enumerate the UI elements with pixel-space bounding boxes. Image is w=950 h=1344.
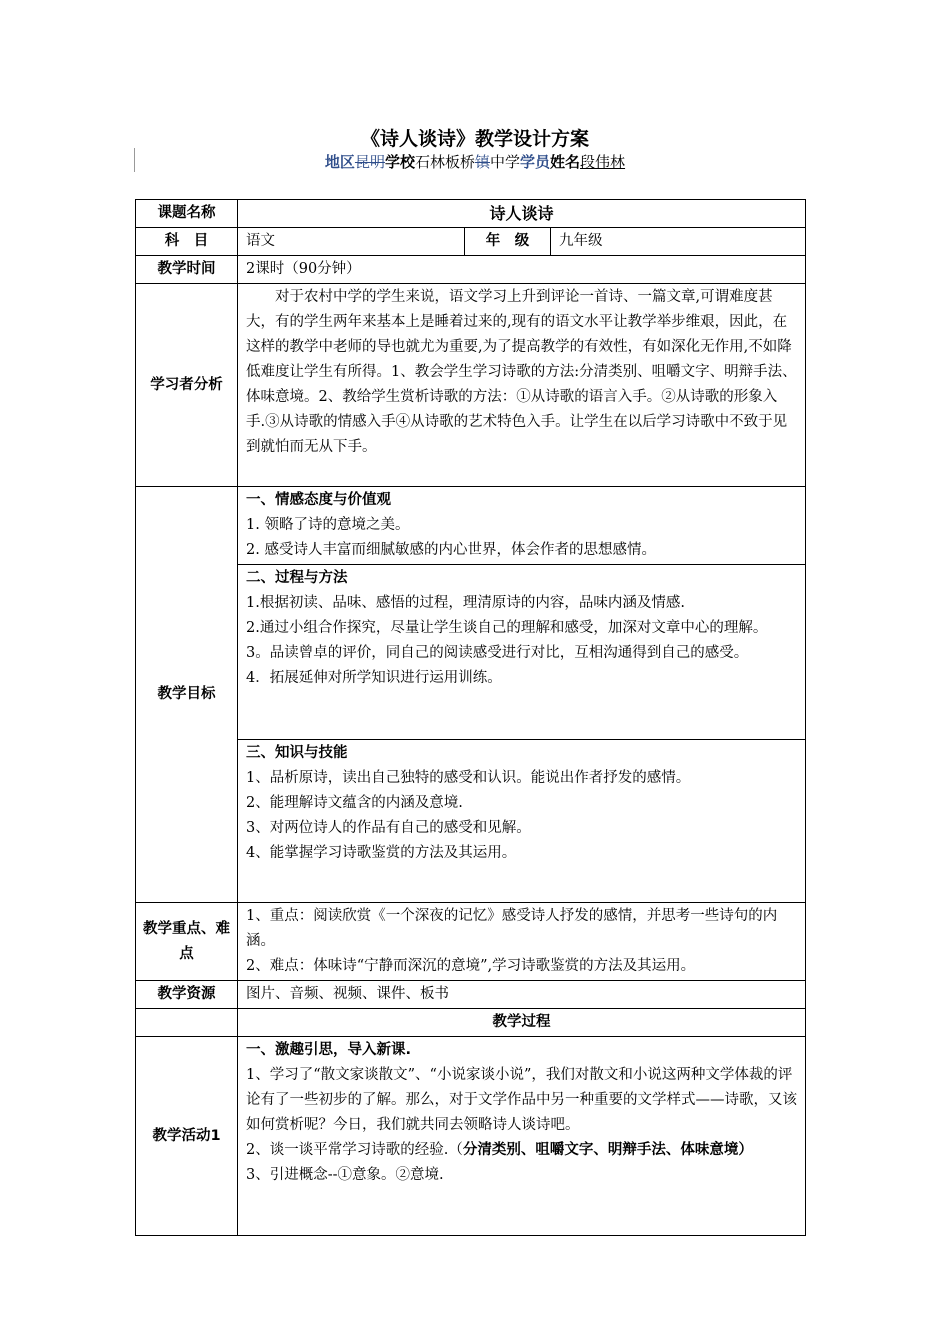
goal-3-item-2: 2、能理解诗文蕴含的内涵及意境. xyxy=(246,795,463,811)
school-label: 学校 xyxy=(384,153,415,171)
row-goals-1 xyxy=(136,487,806,565)
activity-1-label: 教学活动1 xyxy=(136,1037,238,1236)
goal-2-item-3: 3。品读曾卓的评价，同自己的阅读感受进行对比，互相沟通得到自己的感受。 xyxy=(246,645,749,661)
resources-label: 教学资源 xyxy=(136,981,238,1009)
goal-2-item-4: 4．拓展延伸对所学知识进行运用训练。 xyxy=(246,670,502,686)
activity-1-title: 一、激趣引思，导入新课. xyxy=(246,1042,412,1058)
activity-1-step-3: 3、引进概念--①意象。②意境. xyxy=(246,1167,444,1183)
row-learner xyxy=(136,284,806,487)
student-name: 段伟林 xyxy=(580,153,626,171)
time-value: 2课时（90分钟） xyxy=(238,256,806,284)
goal-3-item-1: 1、品析原诗，读出自己独特的感受和认识。能说出作者抒发的感情。 xyxy=(246,770,691,786)
goal-2-item-2: 2.通过小组合作探究，尽量让学生谈自己的理解和感受，加深对文章中心的理解。 xyxy=(246,620,768,636)
learner-label: 学习者分析 xyxy=(136,284,238,487)
activity-1-step-1: 1、学习了“散文家谈散文”、“小说家谈小说”，我们对散文和小说这两种文学体裁的评论有了一些初步的了解。那么，对于文学作品中另一种重要的文学样式——诗歌，又该如何赏析呢？今日，我们就共同去领略诗人谈诗吧。 xyxy=(246,1067,797,1133)
grade-value: 九年级 xyxy=(551,228,806,256)
goals-label: 教学目标 xyxy=(136,487,238,903)
key-point-1: 1、重点：阅读欣赏《一个深夜的记忆》感受诗人抒发的感情，并思考一些诗句的内涵。 xyxy=(246,908,778,949)
goal-section-3-title: 三、知识与技能 xyxy=(246,745,348,761)
goal-2-item-1: 1.根据初读、品味、感悟的过程，理清原诗的内容，品味内涵及情感. xyxy=(246,595,685,611)
subject-value: 语文 xyxy=(238,228,465,256)
goal-1-item-1: 1. 领略了诗的意境之美。 xyxy=(246,517,410,533)
row-key-points xyxy=(136,903,806,981)
goal-3-item-4: 4、能掌握学习诗歌鉴赏的方法及其运用。 xyxy=(246,845,517,861)
course-label: 课题名称 xyxy=(136,200,238,228)
goal-section-1-title: 一、情感态度与价值观 xyxy=(246,492,391,508)
activity-1-step-2-text: 2、谈一谈平常学习诗歌的经验.（ xyxy=(246,1142,463,1158)
key-points-label: 教学重点、难点 xyxy=(136,903,238,981)
row-process-header xyxy=(136,1009,806,1037)
goal-section-2-title: 二、过程与方法 xyxy=(246,570,348,586)
time-label: 教学时间 xyxy=(136,256,238,284)
key-point-2: 2、难点：体味诗“宁静而深沉的意境”,学习诗歌鉴赏的方法及其运用。 xyxy=(246,958,696,974)
page-title: 《诗人谈诗》教学设计方案 xyxy=(360,128,589,150)
process-header: 教学过程 xyxy=(238,1009,806,1037)
goal-3-item-3: 3、对两位诗人的作品有自己的感受和见解。 xyxy=(246,820,531,836)
lesson-plan-table xyxy=(135,199,806,1236)
row-subject xyxy=(136,228,806,256)
row-resources xyxy=(136,981,806,1009)
student-label: 学员 xyxy=(520,153,551,171)
row-time xyxy=(136,256,806,284)
learner-analysis-text: 对于农村中学的学生来说，语文学习上升到评论一首诗、一篇文章,可谓难度甚大，有的学生两年来基本上是睡着过来的,现有的语文水平让教学举步维艰，因此，在这样的教学中老师的导也就尤为重要,为了提高教学的有效性，有如深化无作用,不如降低难度让学生有所得。1、教会学生学习诗歌的方法:分清类别、咀嚼文字、明辩手法、体味意境。2、教给学生赏析诗歌的方法：①从诗歌的语言入手。②从诗歌的形象入手.③从诗歌的情感入手④从诗歌的艺术特色入手。让学生在以后学习诗歌中不致于见到就怕而无从下手。 xyxy=(246,289,797,455)
subtitle xyxy=(0,151,950,172)
goal-1-item-2: 2. 感受诗人丰富而细腻敏感的内心世界，体会作者的思想感情。 xyxy=(246,542,656,558)
school-name-a: 石林板桥 xyxy=(414,153,475,171)
resources-value: 图片、音频、视频、课件、板书 xyxy=(238,981,806,1009)
region-label: 地区 xyxy=(324,153,355,171)
grade-label: 年 级 xyxy=(465,228,551,256)
school-name-c: 中学 xyxy=(490,153,521,171)
name-label: 姓名 xyxy=(550,153,581,171)
region-value: 昆明 xyxy=(354,153,385,171)
activity-1-step-2-bold: 分清类别、咀嚼文字、明辩手法、体味意境） xyxy=(462,1142,753,1158)
row-activity-1 xyxy=(136,1037,806,1236)
school-name-b: 镇 xyxy=(474,153,490,171)
course-value: 诗人谈诗 xyxy=(238,200,806,228)
subject-label: 科 目 xyxy=(136,228,238,256)
row-course xyxy=(136,200,806,228)
activity-1-step-2 xyxy=(246,1138,797,1163)
